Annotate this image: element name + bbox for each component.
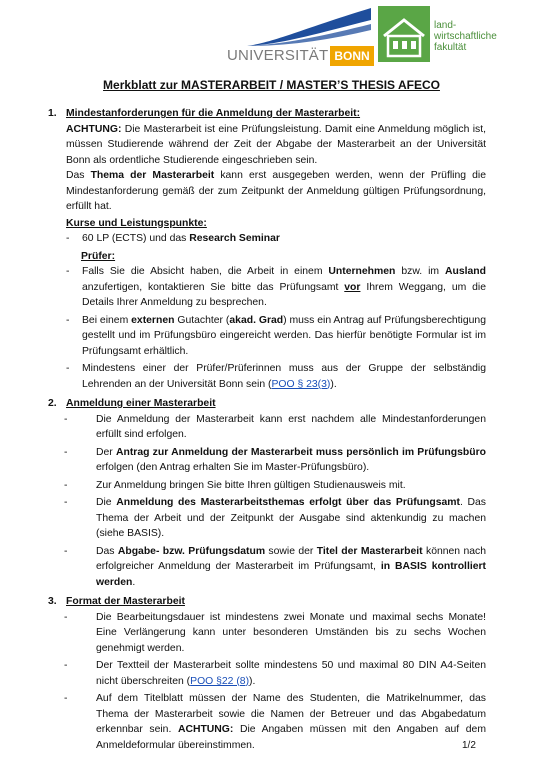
list-item [66,610,486,657]
section-number: 3. [48,596,57,607]
bold-text: ACHTUNG: [66,123,122,135]
bold-text: Antrag zur Anmeldung der Masterarbeit muss persönlich im Prüfungsbüro [115,446,486,458]
bold-text: Abgabe- bzw. Prüfungsdatum [117,545,266,557]
section-number: 1. [48,108,57,119]
text: Die Anmeldung der Masterarbeit kann erst nachdem alle Mindestanforderungen erfüllt sind erfolgen. [96,413,486,440]
kurse-heading: Kurse und Leistungspunkte: [66,217,207,229]
text: Das [96,545,118,557]
paragraph-thema [66,168,486,215]
dash-marker: - [64,545,68,557]
text: können nach erfolgreicher Anmeldung der Masterarbeit im Prüfungsamt, [96,545,486,572]
bold-text: Unternehmen [328,266,396,277]
text: ) muss ein Antrag auf Prüfungsberechtigung gestellt und im Prüfungsbüro eingereicht werden. Das hierfür benötigte Formular ist im Prüfungsamt erhältlich. [82,314,486,357]
list-item [66,231,486,247]
text: Falls Sie die Absicht haben, die Arbeit in einem [82,266,329,277]
dash-marker: - [64,611,68,623]
text: sowie der [265,545,317,557]
text: bzw. im [395,266,445,277]
list-item [66,691,486,753]
faculty-logo [378,6,528,64]
text: erfolgen (den Antrag erhalten Sie im Master-Prüfungsbüro). [96,462,370,473]
section-title: Anmeldung einer Masterarbeit [66,398,216,409]
list-item [66,478,486,494]
section-number: 2. [48,398,57,409]
bonn-wave-icon [245,6,373,48]
list-item [66,495,486,542]
bold-text: Anmeldung des Masterarbeitsthemas erfolgt über das Prüfungsamt [116,497,460,508]
format-list [66,610,486,754]
list-item [66,445,486,476]
paragraph-achtung [66,122,486,169]
text: Die Masterarbeit ist eine Prüfungsleistung. Damit eine Anmeldung möglich ist, müssen Studierende während der Zeit der Abgabe der Masterarbeit an der Universität Bonn als ordentliche Studierende eingeschrieben sein. [66,123,486,166]
document-body [48,102,487,755]
list-item [66,544,486,591]
list-item [66,361,486,392]
text: Der Textteil der Masterarbeit sollte mindestens 50 und maximal 80 DIN A4-Seiten nicht überschreiten ( [96,660,486,687]
text: Mindestens einer der Prüfer/Prüferinnen muss aus der Gruppe der selbständig Lehrenden an der Universität Bonn sein ( [82,363,486,390]
section-1-heading [48,106,486,122]
bold-text: Research Seminar [189,233,280,244]
section-2-heading [48,396,486,412]
text: anzufertigen, kontaktieren Sie bitte das Prüfungsamt [82,281,345,293]
text: kann erst ausgegeben werden, wenn der Prüfling die Mindestanforderung gemäß der zum Zeitpunkt der Anmeldung gültigen Prüfungsordnung, erfüllt hat. [66,170,486,212]
list-item [66,264,486,311]
text: Ihrem Weggang, um die Details Ihrer Anmeldung zu besprechen. [82,281,487,308]
text: ). [330,378,337,390]
dash-marker: - [66,266,70,277]
bold-text: in BASIS kontrolliert werden [96,561,486,588]
list-item [66,313,486,360]
text: Die Angaben müssen mit den Angaben auf dem Anmeldeformular übereinstimmen. [96,724,486,751]
section-title: Mindestanforderungen für die Anmeldung der Masterarbeit: [66,108,361,119]
faculty-line-2: wirtschaftliche [434,31,497,42]
dash-marker: - [64,413,68,425]
dash-marker: - [66,314,70,326]
dash-marker: - [64,660,68,671]
pruefer-list [66,264,486,392]
bold-text: Ausland [445,266,486,277]
poo-23-3-link[interactable]: POO § 23(3) [271,378,331,390]
text: Die [96,497,117,508]
faculty-line-1: land- [434,20,457,31]
text: Zur Anmeldung bringen Sie bitte Ihren gültigen Studienausweis mit. [96,479,406,491]
text: . Das Thema der Arbeit und der Zeitpunkt der Ausgabe sind aktenkundig zu machen (siehe BASIS). [96,497,486,539]
section-3-heading [48,594,486,610]
text: Das [66,170,91,181]
university-bonn-logo [227,6,377,64]
bold-text [344,282,360,293]
text: ). [249,675,256,687]
page-number: 1/2 [462,740,476,751]
dash-marker: - [66,233,70,244]
dash-marker: - [64,446,68,458]
text: . [132,576,136,588]
university-wordmark: UNIVERSITÄT [227,47,329,64]
bold-text: akad. Grad [229,314,284,326]
bold-text: Titel der Masterarbeit [316,545,423,557]
dash-marker: - [64,497,68,508]
faculty-house-icon [378,6,430,62]
dash-marker: - [64,479,68,491]
list-item [66,412,486,443]
bold-text: Thema der Masterarbeit [90,170,215,181]
pruefer-heading: Prüfer: [81,250,116,262]
text: Auf dem Titelblatt müssen der Name des Studenten, die Matrikelnummer, das Thema der Masterarbeit sowie die Namen der Betreuer und das Abgabedatum erkennbar sein. [96,693,486,735]
faculty-name [434,20,534,53]
text: Der [96,446,116,458]
section-title: Format der Masterarbeit [66,596,185,607]
list-item [66,658,486,689]
underlined-text: vor [344,281,361,293]
document-title: Merkblatt zur MASTERARBEIT / MASTER’S THESIS AFECO [103,78,440,92]
text: Die Bearbeitungsdauer ist mindestens zwei Monate und maximal sechs Monate! Eine Verlängerung kann unter besonderen Umständen bis zu sechs Wochen genehmigt werden. [96,611,486,654]
text: Bei einem [82,314,132,326]
faculty-line-3: fakultät [434,42,467,53]
bonn-box: BONN [330,46,374,66]
bold-text: ACHTUNG: [177,724,234,735]
dash-marker: - [66,363,70,374]
text: Gutachter ( [174,314,230,326]
bold-text: externen [131,314,175,326]
text: 60 LP (ECTS) und das [82,233,190,244]
kurse-list [66,231,486,247]
anmeldung-list [66,412,486,591]
dash-marker: - [64,693,68,704]
poo-22-8-link[interactable]: POO §22 (8) [190,675,250,687]
